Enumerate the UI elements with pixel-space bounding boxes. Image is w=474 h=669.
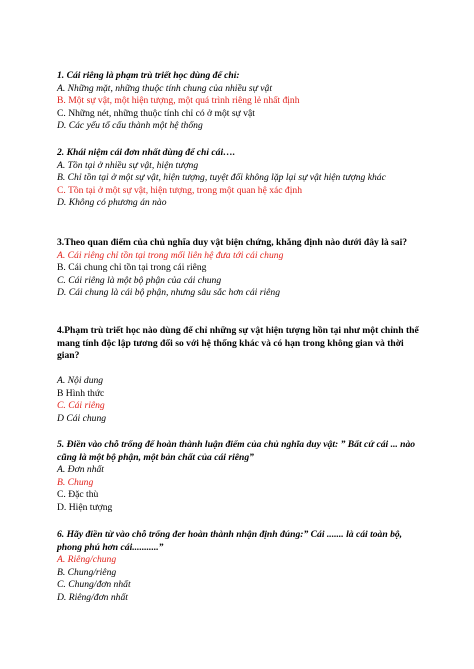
option-a-correct: A. Cái riêng chỉ tồn tại trong mối liên hệ đưa tới cái chung [57, 249, 284, 261]
option-d: D. Hiện tượng [57, 501, 113, 513]
option-a: A. Những mặt, những thuộc tính chung của nhiều sự vật [57, 82, 273, 94]
option-a-correct: A. Riêng/chung [57, 554, 117, 565]
option-d: D. Không có phương án nào [57, 197, 167, 208]
question-title: 5. Điền vào chỗ trống để hoàn thành luận điểm của chủ nghĩa duy vật: ” Bất cứ cái ... nào cũng là một bộ phận, một bản chất của cái riêng” [57, 439, 416, 463]
option-a: A. Đơn nhất [57, 464, 104, 475]
question-3 [57, 237, 427, 300]
option-c-correct: C. Cái riêng [57, 400, 105, 411]
option-b-correct: B. Một sự vật, một hiện tượng, một quá trình riêng lẻ nhất định [57, 95, 300, 106]
option-c: C. Đặc thù [57, 489, 99, 500]
option-a: A. Nội dung [57, 375, 104, 386]
question-title: 2. Khái niệm cái đơn nhất dùng để chỉ cái…. [57, 147, 236, 158]
question-title: 1. Cái riêng là phạm trù triết học dùng để chỉ: [57, 70, 240, 81]
question-5 [57, 439, 427, 514]
option-c-correct: C. Tồn tại ở một sự vật, hiện tượng, trong một quan hệ xác định [57, 184, 302, 196]
question-4 [57, 325, 427, 425]
option-c: C. Những nét, những thuộc tính chỉ có ở một sự vật [57, 107, 255, 119]
question-title: 3.Theo quan điểm của chủ nghĩa duy vật biện chứng, khẳng định nào dưới đây là sai? [57, 237, 408, 248]
option-b: B Hình thức [57, 387, 105, 399]
option-d: D. Cái chung là cái bộ phận, nhưng sâu sắc hơn cái riêng [57, 287, 280, 298]
option-c: C. Cái riêng là một bộ phận của cái chung [57, 274, 222, 286]
option-c: C. Chung/đơn nhất [57, 579, 131, 590]
option-d: D. Các yếu tố cấu thành một hệ thống [57, 120, 203, 131]
option-d: D Cái chung [57, 412, 107, 424]
option-d: D. Riêng/đơn nhất [57, 591, 128, 603]
option-a: A. Tồn tại ở nhiều sự vật, hiện tượng [57, 159, 199, 171]
question-6 [57, 529, 427, 604]
option-b: B. Cái chung chỉ tồn tại trong cái riêng [57, 262, 207, 273]
option-b: B. Chỉ tồn tại ở một sự vật, hiện tượng, tuyệt đối không lặp lại sự vật hiện tượng khác [57, 172, 386, 183]
question-title: 4.Phạm trù triết học nào dùng để chỉ những sự vật hiện tượng hồn tại như một chỉnh thể mang tính độc lập tương đối so với hệ thống khác và có hạn trong không gian và thời gian? [57, 325, 419, 361]
question-title: 6. Hãy điền từ vào chỗ trống đer hoàn thành nhận định đúng:” Cái ....... là cái toàn bộ, phong phú hơn cái...........” [57, 529, 403, 553]
question-2 [57, 147, 427, 210]
option-b-correct: B. Chung [57, 476, 94, 488]
question-1 [57, 70, 427, 133]
option-b: B. Chung/riêng [57, 566, 117, 578]
